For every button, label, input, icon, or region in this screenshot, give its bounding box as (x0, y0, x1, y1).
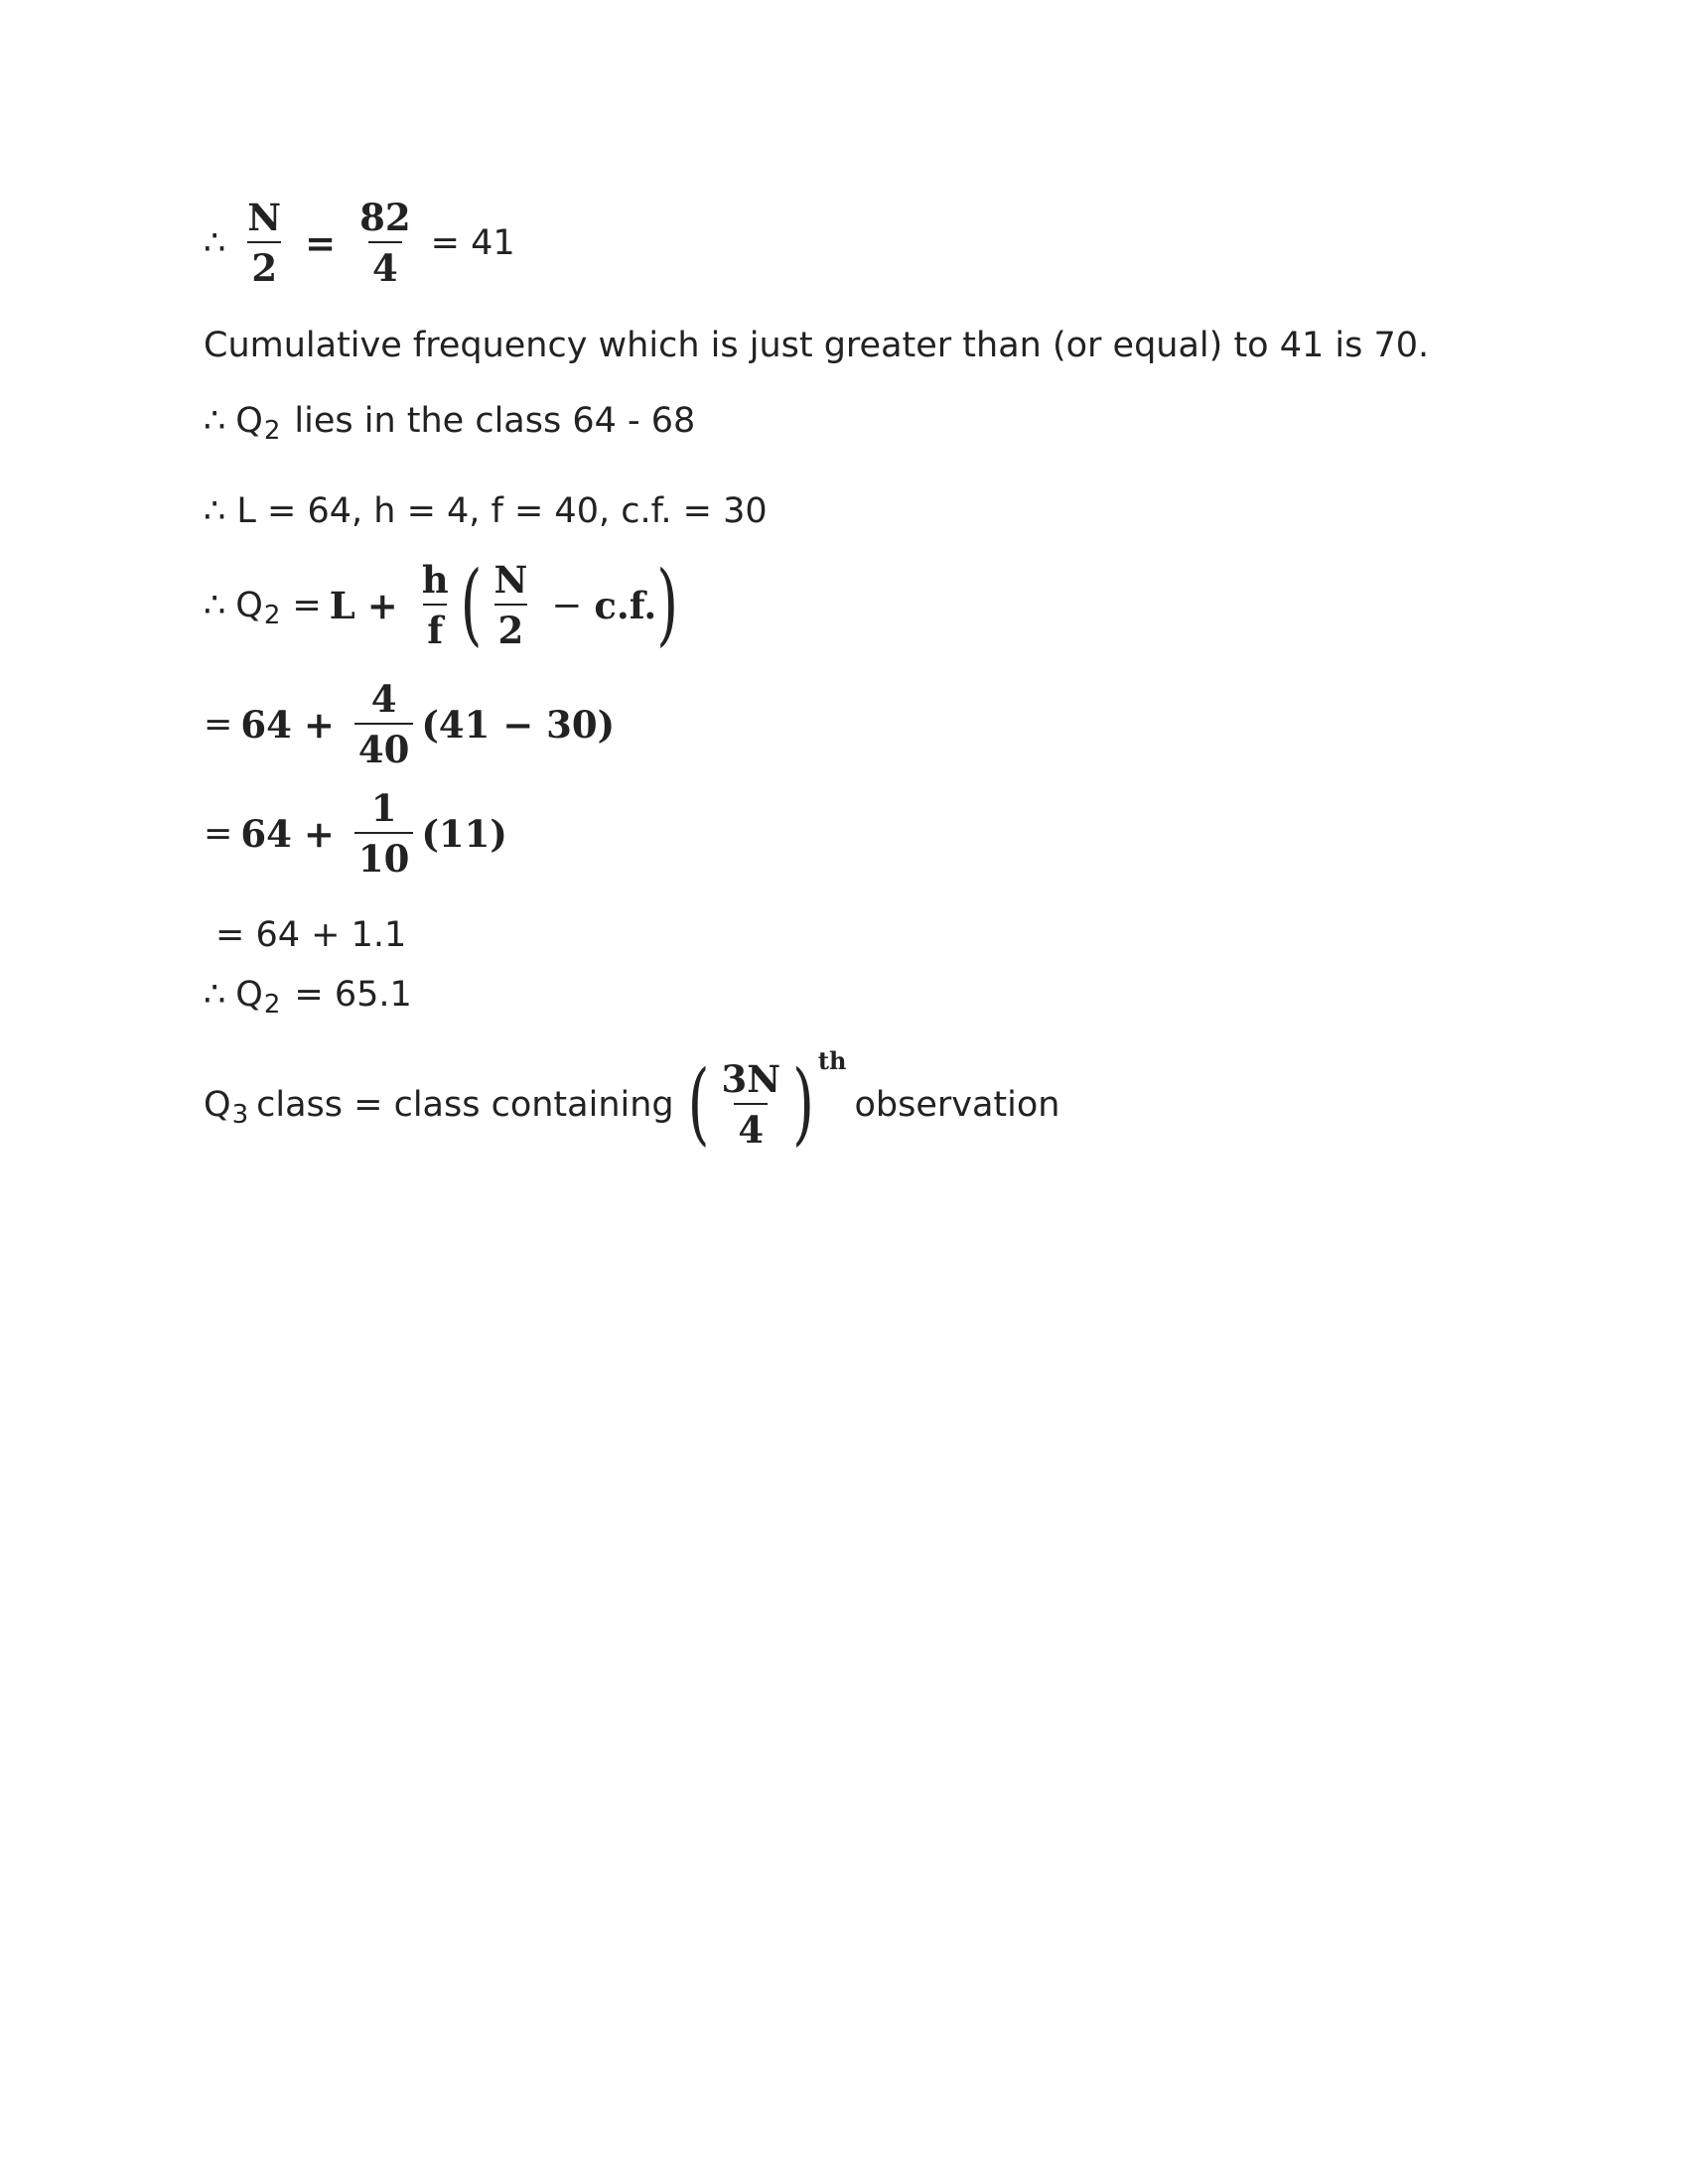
median-formula (204, 553, 679, 657)
q3-class-statement (204, 1046, 1060, 1157)
right-paren: ) (792, 1052, 814, 1157)
therefore-symbol: ∴ (204, 222, 226, 263)
subscript: 2 (263, 600, 281, 630)
q-symbol: Q (235, 975, 263, 1015)
superscript-th: th (817, 1046, 847, 1076)
addition-step: = 64 + 1.1 (215, 915, 407, 955)
left-paren: ( (460, 553, 483, 657)
therefore-symbol: ∴ (204, 401, 226, 441)
base-value: 64 (240, 702, 292, 747)
fraction-3n-over-4: $\frac{3N}{4}$ (721, 1057, 781, 1152)
fraction-82-over-4: $\frac{82}{4}$ (359, 196, 411, 290)
parenthesized-difference: (41 − 30) (421, 702, 616, 747)
plus-sign: + (303, 811, 335, 856)
q2-class-statement (204, 401, 696, 446)
equals-sign: = (204, 813, 233, 854)
cf-symbol: c.f. (594, 583, 657, 627)
plus-sign: + (303, 702, 335, 747)
fraction-n-over-2: $\frac{N}{2}$ (247, 196, 282, 290)
observation-text: observation (854, 1084, 1060, 1125)
equals-sign: = (204, 704, 233, 745)
class-text: lies in the class 64 - 68 (294, 401, 696, 441)
fraction-4-over-40: $\frac{4}{40}$ (354, 680, 414, 769)
class-text: class = class containing (256, 1084, 674, 1125)
subscript: 3 (231, 1099, 249, 1130)
substitution-step (204, 677, 616, 771)
fraction-1-over-10: $\frac{1}{10}$ (354, 789, 414, 879)
cumulative-frequency-statement: Cumulative frequency which is just greater than (or equal) to 41 is 70. (204, 326, 1430, 365)
fraction-n-over-2: $\frac{N}{2}$ (493, 558, 528, 652)
equals-sign: = (305, 220, 337, 265)
subscript: 2 (263, 990, 281, 1020)
fraction-h-over-f: $\frac{h}{f}$ (421, 558, 449, 652)
parenthesized-value: (11) (421, 811, 507, 856)
l-symbol: L (329, 583, 355, 627)
equals-sign: = (292, 585, 322, 625)
result-text: = 65.1 (294, 975, 412, 1015)
plus-sign: + (366, 583, 398, 627)
left-paren: ( (687, 1052, 710, 1157)
equation-n-over-2 (204, 196, 515, 290)
result-text: = 41 (430, 222, 515, 263)
subscript: 2 (263, 416, 281, 446)
q-symbol: Q (204, 1084, 231, 1125)
base-value: 64 (240, 811, 292, 856)
parameters-statement: ∴ L = 64, h = 4, f = 40, c.f. = 30 (204, 491, 768, 531)
q-symbol: Q (235, 401, 263, 441)
therefore-symbol: ∴ (204, 975, 226, 1015)
therefore-symbol: ∴ (204, 585, 226, 625)
q-symbol: Q (235, 585, 263, 625)
right-paren: ) (656, 553, 679, 657)
q2-result (204, 975, 412, 1020)
simplification-step (204, 786, 507, 881)
minus-sign: − (551, 584, 583, 627)
